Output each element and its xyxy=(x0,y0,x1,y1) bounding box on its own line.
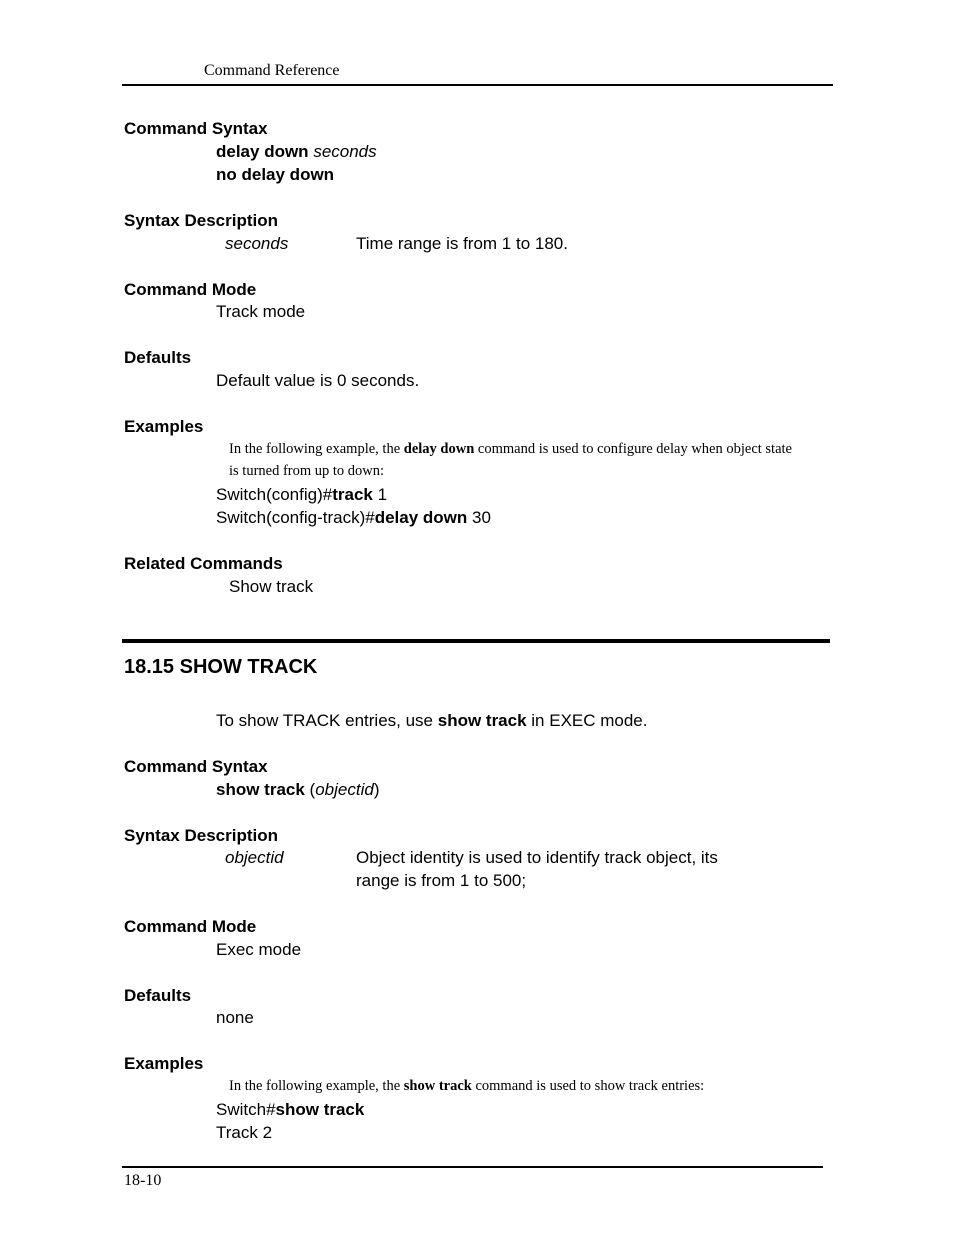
footer-rule xyxy=(122,1166,823,1168)
intro-text: In the following example, the xyxy=(229,441,404,457)
syntax-command: delay down xyxy=(216,142,309,161)
syntax-line-1 xyxy=(216,780,379,800)
param-description: Time range is from 1 to 180. xyxy=(356,234,568,253)
example-line-1 xyxy=(216,1100,364,1120)
examples-intro-line-1 xyxy=(229,441,792,458)
intro-text: To show TRACK entries, use xyxy=(216,711,438,730)
section-divider xyxy=(122,639,830,643)
defaults-value: Default value is 0 seconds. xyxy=(216,371,420,390)
section-title: 18.15 SHOW TRACK xyxy=(124,656,318,678)
examples-heading: Examples xyxy=(124,1054,204,1073)
cli-argument: 30 xyxy=(467,508,491,527)
param-name: seconds xyxy=(225,234,289,253)
syntax-line-2: no delay down xyxy=(216,165,335,184)
page-header-title: Command Reference xyxy=(204,62,340,79)
cli-argument: 1 xyxy=(372,485,388,504)
related-commands-heading: Related Commands xyxy=(124,554,283,573)
page-number: 18-10 xyxy=(124,1172,162,1189)
param-name: objectid xyxy=(225,848,284,867)
intro-command: delay down xyxy=(403,441,475,457)
syntax-line-1 xyxy=(216,142,377,162)
intro-command: show track xyxy=(437,711,527,730)
syntax-paren-close: ) xyxy=(373,780,380,799)
header-rule xyxy=(122,84,833,86)
examples-intro-line-2: is turned from up to down: xyxy=(229,463,385,479)
cli-prompt: Switch(config-track)# xyxy=(216,508,375,527)
examples-intro-line-1 xyxy=(229,1078,704,1095)
command-mode-heading: Command Mode xyxy=(124,280,257,299)
defaults-value: none xyxy=(216,1008,254,1027)
intro-text: command is used to show track entries: xyxy=(471,1078,705,1094)
command-syntax-heading: Command Syntax xyxy=(124,119,268,138)
syntax-argument: seconds xyxy=(313,142,377,161)
cli-prompt: Switch(config)# xyxy=(216,485,333,504)
intro-text: in EXEC mode. xyxy=(526,711,648,730)
syntax-paren-open: ( xyxy=(304,780,316,799)
section-intro xyxy=(216,711,648,731)
command-mode-heading: Command Mode xyxy=(124,917,257,936)
defaults-heading: Defaults xyxy=(124,986,192,1005)
syntax-argument: objectid xyxy=(315,780,374,799)
cli-command: delay down xyxy=(374,508,468,527)
intro-command: show track xyxy=(403,1078,472,1094)
example-line-2: Track 2 xyxy=(216,1123,273,1142)
syntax-description-heading: Syntax Description xyxy=(124,211,278,230)
example-line-1 xyxy=(216,485,387,505)
intro-text: In the following example, the xyxy=(229,1078,404,1094)
related-command-item: Show track xyxy=(229,577,314,596)
syntax-description-heading: Syntax Description xyxy=(124,826,278,845)
cli-command: show track xyxy=(275,1100,365,1119)
param-description-line-2: range is from 1 to 500; xyxy=(356,871,527,890)
cli-prompt: Switch# xyxy=(216,1100,276,1119)
command-mode-value: Exec mode xyxy=(216,940,302,959)
command-syntax-heading: Command Syntax xyxy=(124,757,268,776)
examples-heading: Examples xyxy=(124,417,204,436)
example-line-2 xyxy=(216,508,491,528)
cli-command: track xyxy=(332,485,373,504)
param-description-line-1: Object identity is used to identify track object, its xyxy=(356,848,718,867)
intro-text: command is used to configure delay when object state xyxy=(474,441,792,457)
defaults-heading: Defaults xyxy=(124,348,192,367)
syntax-command: show track xyxy=(216,780,305,799)
command-mode-value: Track mode xyxy=(216,302,306,321)
